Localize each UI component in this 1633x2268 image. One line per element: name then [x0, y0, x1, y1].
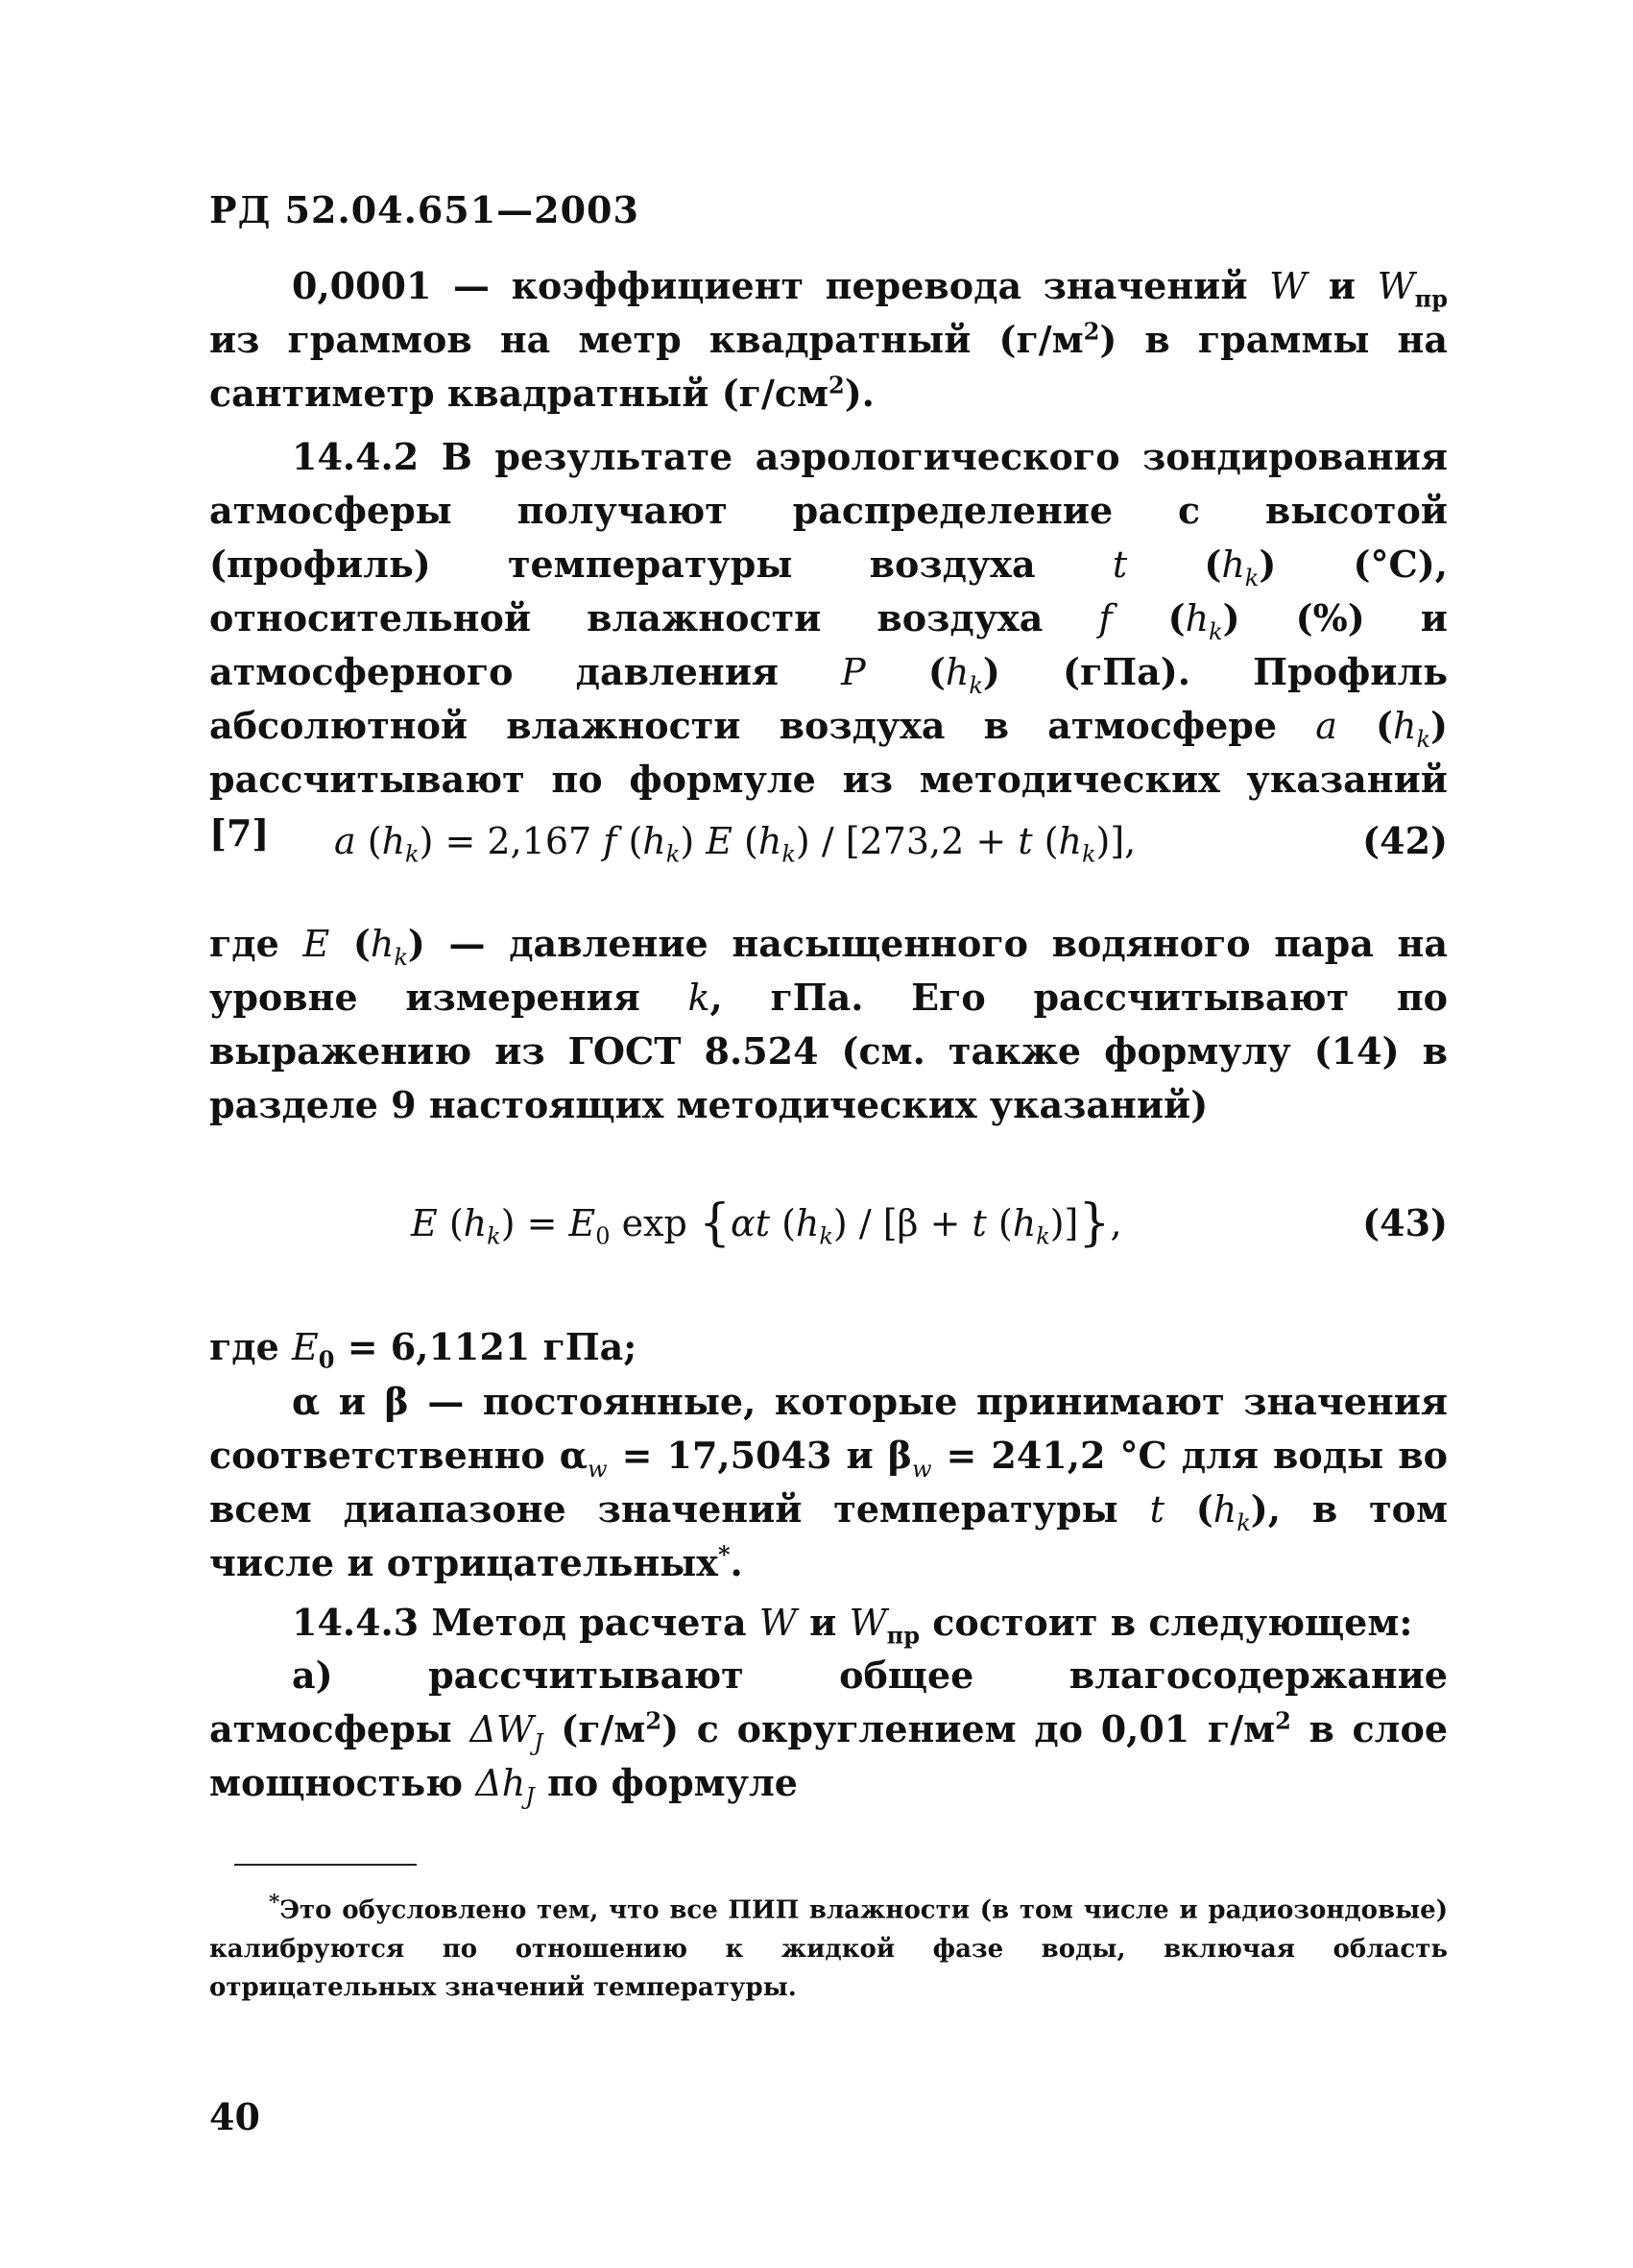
paragraph-alpha-beta: α и β — постоянные, которые принимают значения соответственно $\alpha_w = 17,5043$ и $\beta_w = 241,2$ °С для воды во всем диапазоне значений температуры t $(h_k)$, в том числе и отрицательных*.	[209, 1380, 1448, 1584]
formula-42-expression: a $(h_k) = 2,167$ f $(h_k)$ E $(h_k) / [273,2 + t$ $(h_k)$],	[334, 820, 1137, 868]
paragraph-14-4-3: 14.4.3 Метод расчета W и $W_{пр}$ состоит в следующем:	[292, 1601, 1413, 1650]
paragraph-14-4-2: 14.4.2 В результате аэрологического зондирования атмосферы получают распределение с высотой (профиль) температуры воздуха t $(h_k)$ (°С), относительной влажности воздуха f $(h_k)$ (%) и атмосферного давления P $(h_k)$ (гПа). Профиль абсолютной влажности воздуха в атмосфере a $(h_k)$ рассчитывают по формуле из методических указаний [7]	[209, 435, 1448, 855]
footnote-divider	[234, 1864, 417, 1866]
paragraph-e0-value: где $E_0 = 6,1121$ гПа;	[209, 1325, 637, 1374]
formula-43-expression: E $(h_k) = E_0$ exp {αt $(h_k) / [\beta + t$ $(h_k)$]},	[411, 1194, 1122, 1252]
paragraph-step-a: а) рассчитывают общее влагосодержание атмосферы $\Delta W_J$ $(г/м^2)$ с округлением до 0,01 $г/м^2$ в слое мощностью $\Delta h_J$ по формуле	[209, 1653, 1448, 1810]
formula-43-number: (43)	[1362, 1201, 1448, 1244]
formula-42-number: (42)	[1362, 819, 1448, 862]
formula-43	[209, 1194, 1448, 1252]
paragraph-conversion-factor: 0,0001 — коэффициент перевода значений W и $W_{пр}$ из граммов на метр квадратный $(г/м^2)$ в граммы на сантиметр квадратный $(г/см^2)$.	[209, 264, 1448, 415]
document-code: РД 52.04.651—2003	[209, 188, 639, 231]
paragraph-saturation-pressure: где E $(h_k)$ — давление насыщенного водяного пара на уровне измерения k, гПа. Его рассчитывают по выражению из ГОСТ 8.524 (см. также формулу (14) в разделе 9 настоящих методических указаний)	[209, 922, 1448, 1126]
footnote: *Это обусловлено тем, что все ПИП влажности (в том числе и радиозондовые) калибруются по отношению к жидкой фазе воды, включая область отрицательных значений температуры.	[209, 1891, 1448, 2002]
page-number: 40	[209, 2095, 260, 2138]
formula-42	[209, 812, 1448, 870]
